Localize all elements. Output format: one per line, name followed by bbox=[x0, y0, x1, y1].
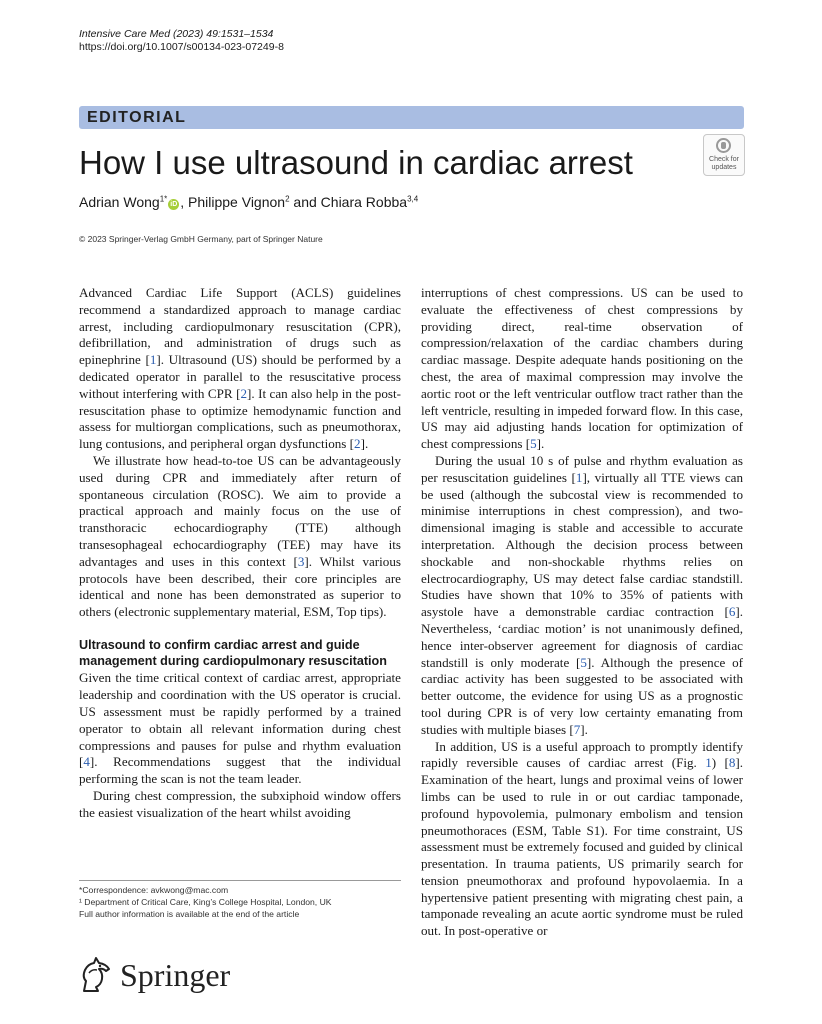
check-for-updates-button[interactable] bbox=[703, 134, 745, 176]
body-paragraph: In addition, US is a useful approach to promptly identify rapidly reversible causes of cardiac arrest (Fig. 1) [8]. Examination of the heart, lungs and proximal veins of lower limbs can be used to rule in or out cardiac tamponade, profound hypovolemia, pulmonary embolism and tension pneumothoraces (ESM, Table S1). For time constraint, US assessment must be extremely focused and guided by clinical presentation. In trauma patients, US primarily search for tension pneumothorax and profound hypovolaemia. In a hypertensive patient presenting with migrating chest pain, a tamponade revealing an acute aortic syndrome must be ruled out. In post-operative or bbox=[421, 738, 743, 939]
citation-link[interactable]: 6 bbox=[728, 604, 736, 620]
copyright-notice: © 2023 Springer-Verlag GmbH Germany, part of Springer Nature bbox=[79, 234, 323, 244]
author-list bbox=[79, 194, 418, 210]
body-paragraph: During chest compression, the subxiphoid window offers the easiest visualization of the heart whilst avoiding bbox=[79, 787, 401, 820]
body-column-right bbox=[421, 285, 743, 940]
correspondence-note[interactable]: *Correspondence: avkwong@mac.com bbox=[79, 885, 229, 895]
citation-link[interactable]: 2 bbox=[354, 436, 361, 452]
citation-link[interactable]: 8 bbox=[728, 755, 736, 771]
body-paragraph: interruptions of chest compressions. US can be used to evaluate the effectiveness of chest compressions by providing direct, real-time observation of compression/relaxation of the cardiac chambers during cardiac massage. Despite adequate hands positioning on the chest, the area of maximal compression may involve the aortic root or the left ventricular outflow tract rather than the left ventricle, resulting in impeded forward flow. In this case, US may aid adjusting hands location for optimization of chest compressions [5]. bbox=[421, 285, 743, 452]
author-info-note: Full author information is available at the end of the article bbox=[79, 909, 300, 919]
citation-link[interactable]: 1 bbox=[149, 352, 157, 368]
author-name[interactable]: Adrian Wong bbox=[79, 194, 160, 210]
citation-link[interactable]: 5 bbox=[530, 436, 537, 452]
article-type-label: EDITORIAL bbox=[87, 109, 187, 126]
article-type-banner bbox=[79, 106, 744, 129]
crossmark-icon bbox=[716, 138, 731, 153]
body-paragraph: Advanced Cardiac Life Support (ACLS) guidelines recommend a standardized approach to manage cardiac arrest, including cardiopulmonary resuscitation (CPR), defibrillation, and administration of drugs such as epinephrine [1]. Ultrasound (US) should be performed by a dedicated operator in parallel to the resuscitative process without interfering with CPR [2]. It can also help in the post-resuscitation phase to optimize hemodynamic function and assess for multiorgan complications, such as pneumothorax, lung contusions, and peripheral organ dysfunctions [2]. bbox=[79, 285, 401, 452]
publisher-logo bbox=[76, 955, 236, 997]
body-paragraph: Given the time critical context of cardiac arrest, appropriate leadership and coordination with the US operator is crucial. US assessment must be rapidly performed by a trained operator to obtain all relevant information during chest compressions and pauses for pulse and rhythm evaluation [4]. Recommendations suggest that the individual performing the scan is not the team leader. bbox=[79, 670, 401, 787]
publisher-name: Springer bbox=[120, 957, 231, 993]
springer-horse-icon bbox=[76, 955, 116, 995]
citation-link[interactable]: 1 bbox=[575, 469, 583, 485]
check-for-updates-label: Check for updates bbox=[709, 156, 739, 171]
section-heading: Ultrasound to confirm cardiac arrest and guide management during cardiopulmonary resuscitation bbox=[79, 637, 387, 669]
author-affiliation-sup: 1* bbox=[159, 194, 168, 204]
figure-link[interactable]: 1 bbox=[705, 755, 712, 771]
citation-link[interactable]: 3 bbox=[297, 553, 305, 569]
doi-link[interactable]: https://doi.org/10.1007/s00134-023-07249-8 bbox=[79, 41, 284, 53]
citation-link[interactable]: 2 bbox=[240, 385, 248, 401]
orcid-icon[interactable]: iD bbox=[170, 201, 178, 208]
author-name[interactable]: , Philippe Vignon bbox=[180, 194, 286, 210]
footnote-divider bbox=[79, 880, 401, 881]
footnotes bbox=[79, 884, 332, 920]
article-title: How I use ultrasound in cardiac arrest bbox=[79, 144, 633, 181]
author-affiliation-sup: 3,4 bbox=[407, 194, 419, 204]
body-paragraph: We illustrate how head-to-toe US can be advantageously used during CPR and immediately after return of spontaneous circulation (ROSC). We aim to provide a practical approach and mainly focus on the use of transthoracic echocardiography (TTE) although transesophageal echocardiography (TEE) may have its advantages and uses in this context [3]. Whilst various protocols have been described, their core principles are identical and none has been demonstrated as superior to others (electronic supplementary material, ESM, Top tips). bbox=[79, 452, 401, 620]
body-paragraph: During the usual 10 s of pulse and rhythm evaluation as per resuscitation guidelines [1], virtually all TTE views can be used (although the subcostal view is recommended to minimise interruptions in chest compression), and two-dimensional imaging is stable and accessible to accurate interpretation. Although the decision process between shockable and non-shockable rhythms relies on electrocardiography, US may detect false cardiac standstill. Studies have shown that 10% to 35% of patients with asystole have a demonstrable cardiac contraction [6]. Nevertheless, ‘cardiac motion’ is not unanimously defined, hence inter-observer agreement for diagnosis of cardiac standstill is only moderate [5]. Although the presence of cardiac activity has been suggested to be associated with better outcome, the evidence for using US as a prognostic tool during CPR is of very low certainty emanating from studies with multiple biases [7]. bbox=[421, 452, 743, 737]
journal-header bbox=[79, 28, 284, 54]
affiliation-note: ¹ Department of Critical Care, King’s College Hospital, London, UK bbox=[79, 897, 332, 907]
citation-link[interactable]: 4 bbox=[83, 754, 90, 770]
citation-link[interactable]: 5 bbox=[580, 654, 587, 670]
body-column-left bbox=[79, 285, 401, 822]
citation-link[interactable]: 7 bbox=[573, 721, 581, 737]
author-affiliation-sup: 2 bbox=[285, 194, 290, 204]
author-name[interactable]: and Chiara Robba bbox=[289, 194, 408, 210]
journal-citation: Intensive Care Med (2023) 49:1531–1534 bbox=[79, 28, 274, 40]
